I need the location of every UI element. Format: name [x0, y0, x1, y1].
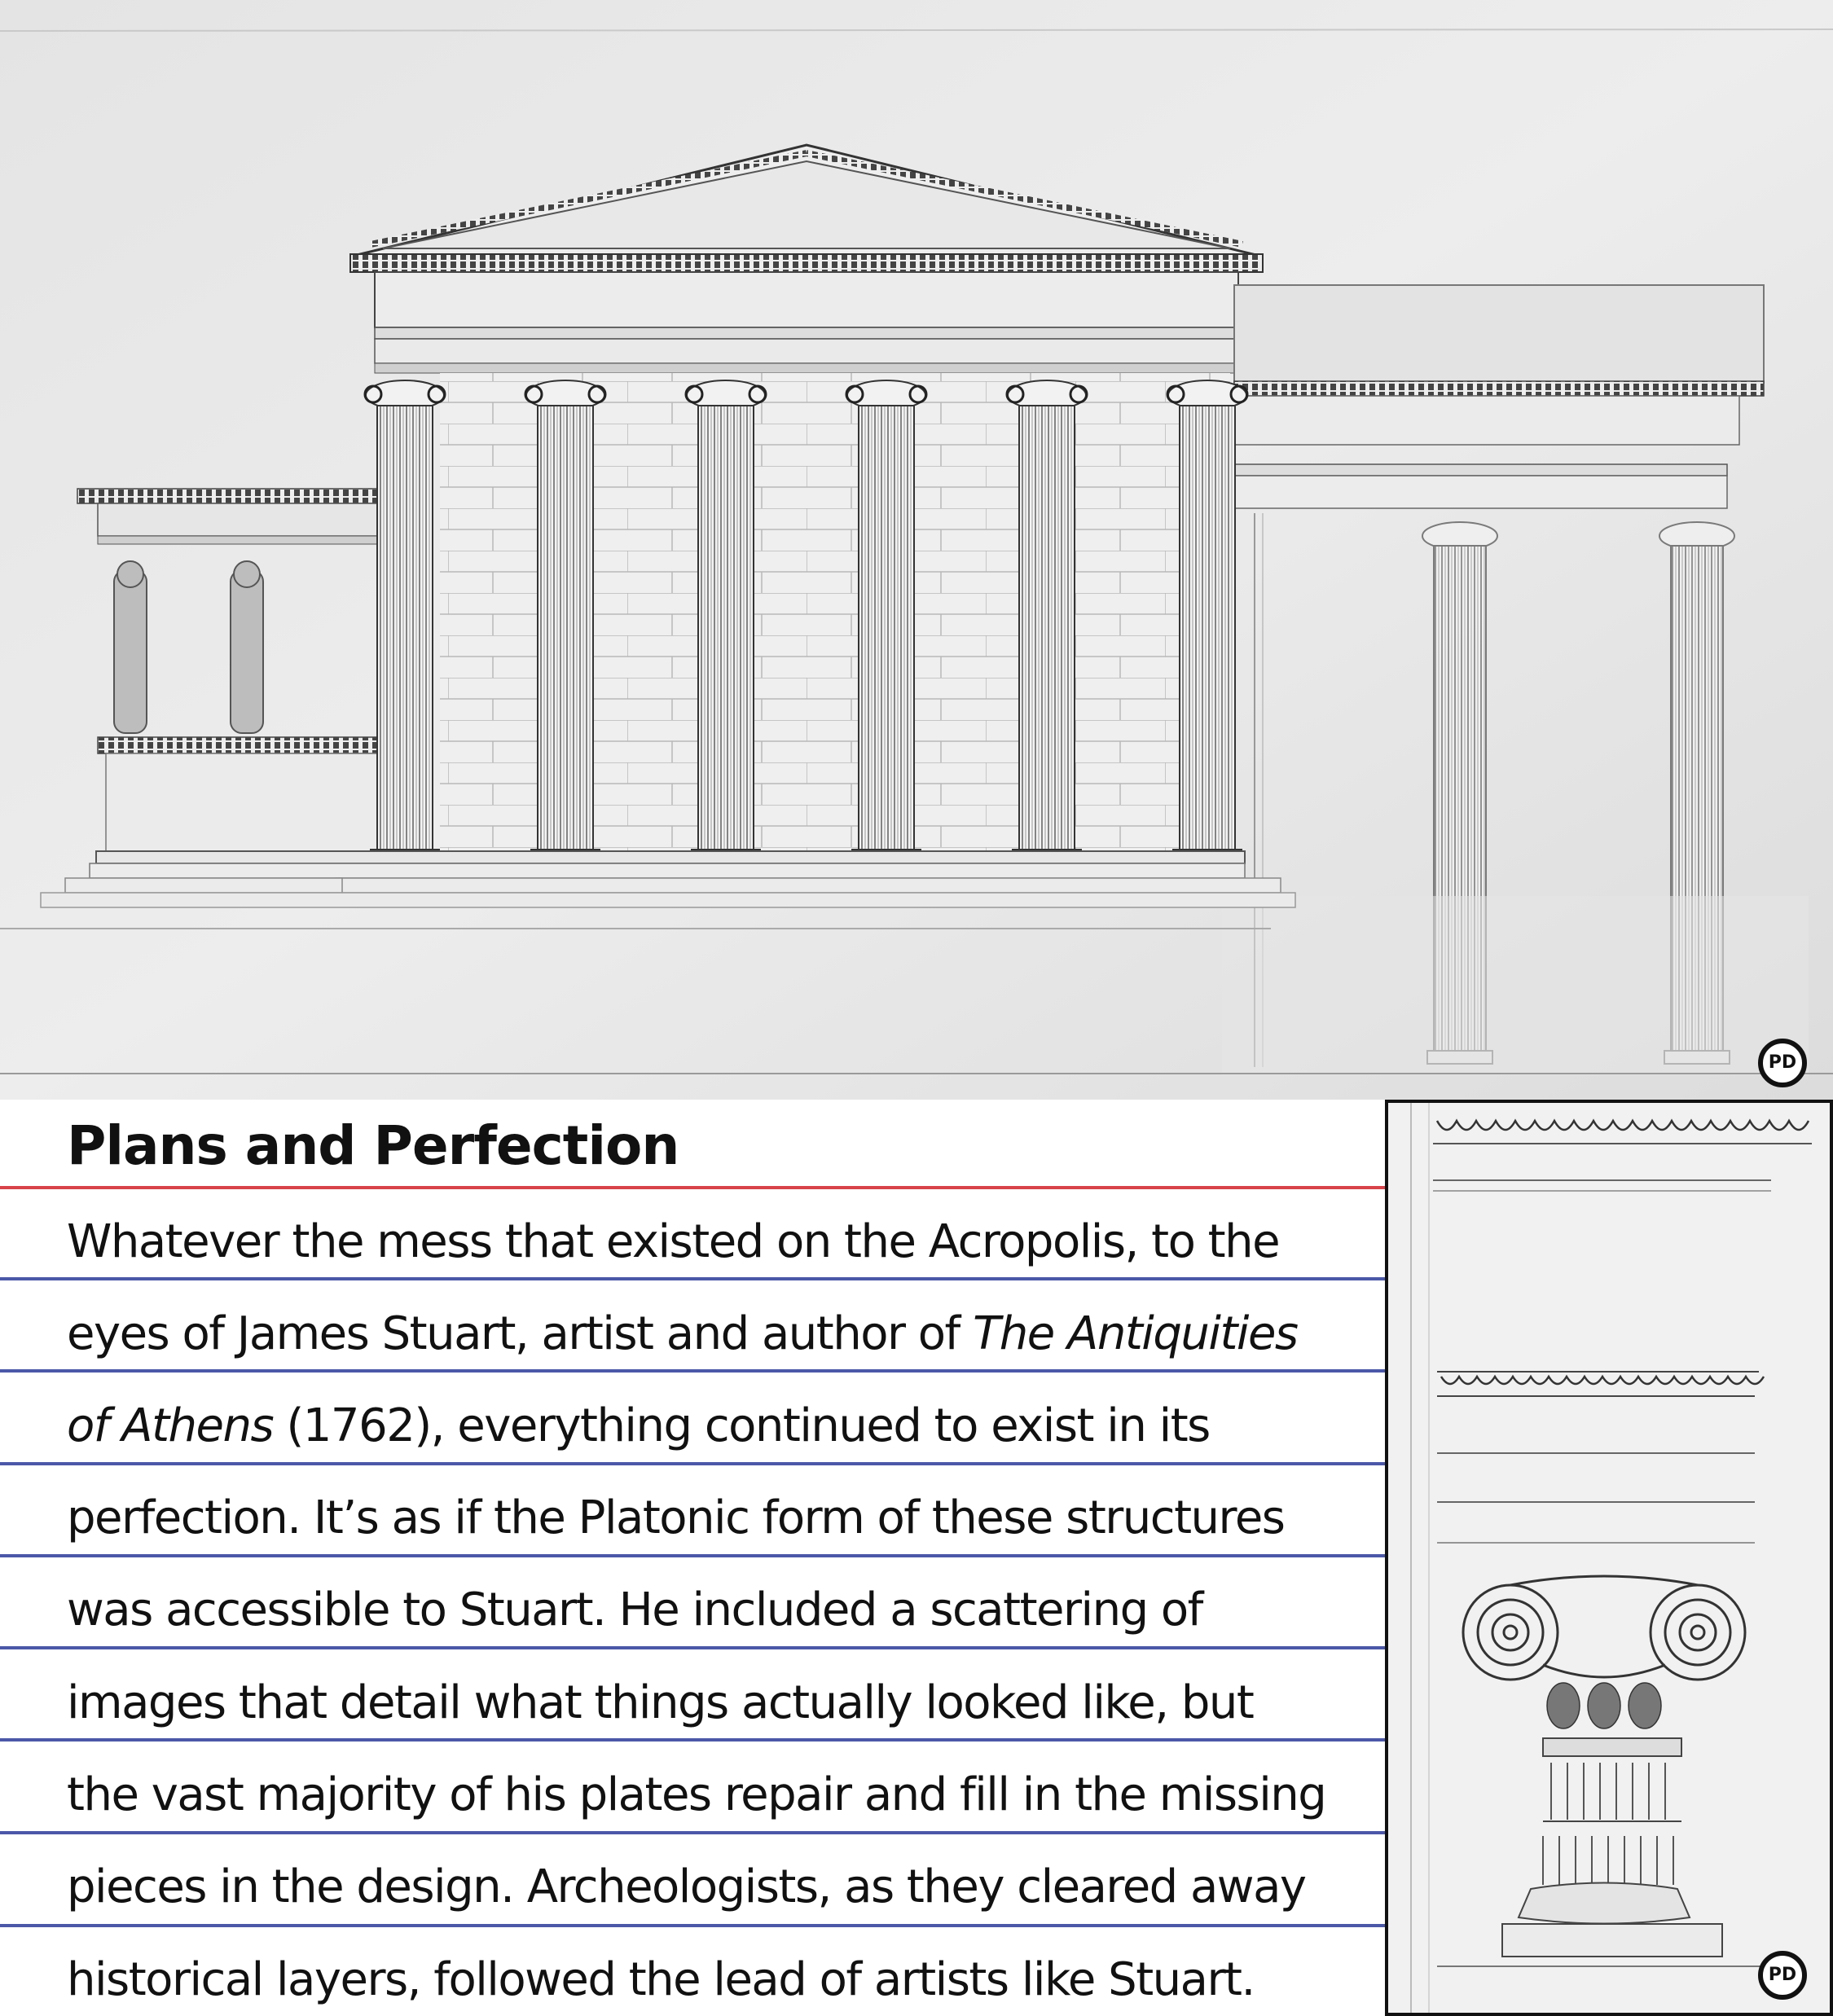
- paragraph-line: Whatever the mess that existed on the Acropolis, to the: [67, 1215, 1280, 1268]
- book-title: The Antiquities: [973, 1307, 1298, 1360]
- book-title: of Athens: [67, 1399, 274, 1452]
- paragraph-line: the vast majority of his plates repair and fill in the missing: [67, 1768, 1326, 1821]
- paragraph-line: perfection. It’s as if the Platonic form of these structures: [67, 1491, 1285, 1544]
- line-rule: [0, 1831, 1385, 1834]
- heading-rule: [0, 1186, 1385, 1189]
- line-rule: [0, 1738, 1385, 1741]
- line-rule: [0, 1924, 1385, 1927]
- paragraph-line: was accessible to Stuart. He included a scattering of: [67, 1583, 1202, 1636]
- public-domain-badge: PD: [1758, 1951, 1807, 2000]
- section-heading: Plans and Perfection: [67, 1114, 679, 1177]
- line-rule: [0, 1646, 1385, 1649]
- line-rule: [0, 1554, 1385, 1557]
- public-domain-badge: PD: [1758, 1039, 1807, 1087]
- paragraph-line: pieces in the design. Archeologists, as they cleared away: [67, 1860, 1306, 1913]
- paragraph-line: images that detail what things actually looked like, but: [67, 1676, 1254, 1729]
- line-rule: [0, 1462, 1385, 1465]
- paragraph-line: of Athens (1762), everything continued to exist in its: [67, 1399, 1210, 1452]
- ionic-capital-detail-illustration: [1385, 1100, 1833, 2016]
- line-rule: [0, 1369, 1385, 1373]
- paragraph-line: historical layers, followed the lead of artists like Stuart.: [67, 1953, 1255, 2006]
- line-rule: [0, 1277, 1385, 1280]
- paragraph-line: eyes of James Stuart, artist and author of The Antiquities: [67, 1307, 1298, 1360]
